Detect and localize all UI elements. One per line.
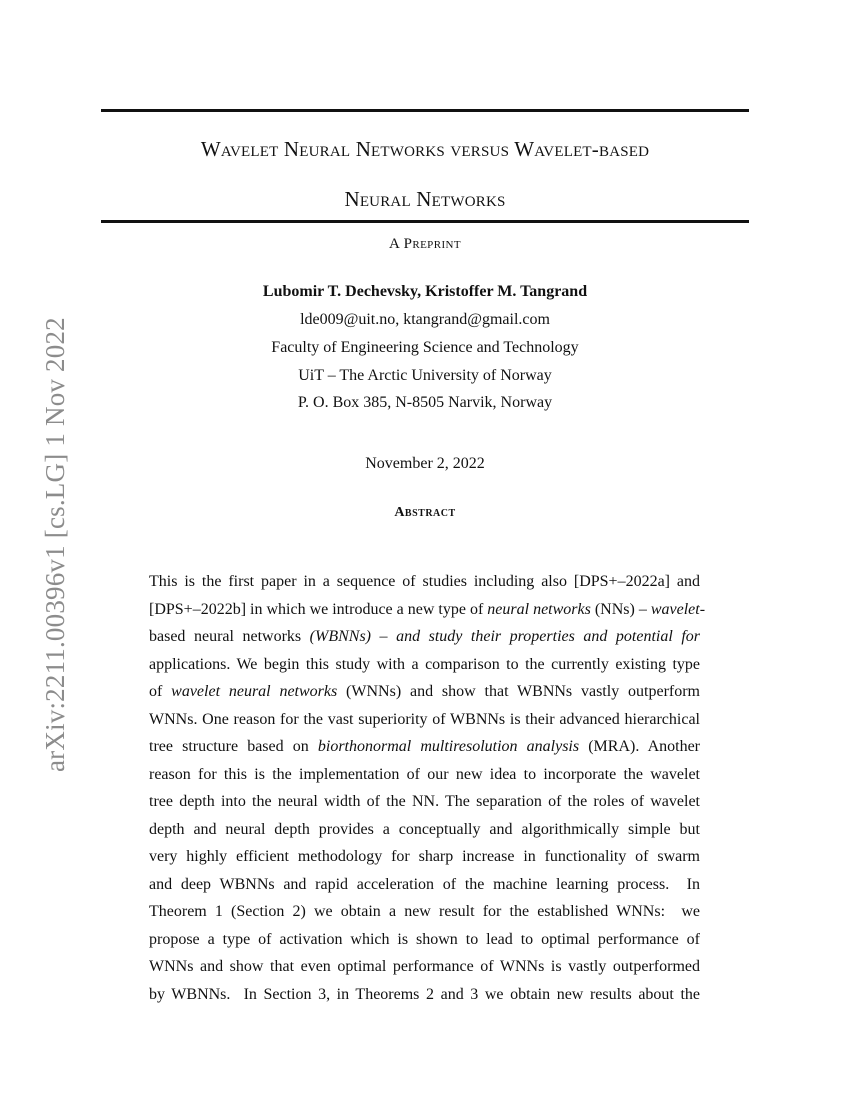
publication-date: November 2, 2022 [365, 455, 485, 472]
abstract-line [149, 871, 700, 899]
abstract-body [149, 568, 706, 1008]
abstract-text: (MRA). Another [579, 738, 700, 755]
abstract-line [149, 761, 700, 789]
abstract-text: tree structure based on [149, 738, 318, 755]
abstract-emphasis: biorthonormal multiresolution analysis [317, 738, 580, 755]
abstract-line [149, 706, 700, 734]
abstract-line [149, 981, 700, 1009]
abstract-text: reason for this is the implementation of our new idea to incorporate the wavelet [149, 765, 700, 783]
abstract-text: (WNNs) and show that WBNNs vastly outperform [337, 683, 701, 700]
abstract-line [149, 788, 700, 816]
abstract-line [149, 926, 700, 954]
abstract-line [149, 843, 700, 871]
abstract-text: (NNs) – [590, 600, 651, 618]
title-line-1: Wavelet Neural Networks versus Wavelet-based [200, 137, 650, 161]
abstract-text: and deep WBNNs and rapid acceleration of the machine learning process. In [149, 875, 700, 893]
author-names: Lubomir T. Dechevsky, Kristoffer M. Tangrand [262, 283, 588, 300]
abstract-line [149, 623, 700, 651]
abstract-text: based neural networks [149, 628, 302, 645]
abstract-text: depth and neural depth provides a conceptually and algorithmically simple but [149, 820, 700, 838]
abstract-heading: Abstract [394, 505, 456, 520]
affiliation-faculty: Faculty of Engineering Science and Technology [271, 339, 579, 356]
arxiv-identifier: arXiv:2211.00396v1 [cs.LG] 1 Nov 2022 [40, 317, 70, 772]
abstract-text: by WBNNs. In Section 3, in Theorems 2 and 3 we obtain new results about the [149, 985, 700, 1003]
abstract-text: WNNs. One reason for the vast superiority of WBNNs is their advanced hierarchical [149, 710, 700, 728]
abstract-text: applications. We begin this study with a comparison to the currently existing type [149, 655, 700, 673]
abstract-line [149, 953, 700, 981]
abstract-text: very highly efficient methodology for sharp increase in functionality of swarm [149, 848, 700, 865]
paper-title [101, 124, 749, 224]
affiliation-university: UiT – The Arctic University of Norway [298, 367, 552, 384]
abstract-text: Theorem 1 (Section 2) we obtain a new result for the established WNNs: we [149, 903, 700, 920]
abstract-text: [DPS+–2022b] in which we introduce a new type of [149, 600, 488, 618]
abstract-emphasis: neural networks [487, 600, 591, 618]
abstract-line [149, 733, 700, 761]
author-emails: lde009@uit.no, ktangrand@gmail.com [300, 311, 550, 328]
abstract-text: This is the first paper in a sequence of studies including also [DPS+–2022a] and [149, 573, 700, 590]
abstract-emphasis: (WBNNs) – and study their properties and potential for [301, 628, 701, 645]
abstract-line [149, 568, 700, 596]
abstract-line [149, 816, 700, 844]
abstract-line [149, 678, 700, 706]
title-top-rule [101, 109, 749, 112]
title-line-2: Neural Networks [344, 187, 506, 211]
title-bottom-rule [101, 220, 749, 223]
preprint-label: A Preprint [389, 236, 461, 252]
abstract-line [149, 898, 700, 926]
affiliation-address: P. O. Box 385, N-8505 Narvik, Norway [297, 394, 553, 411]
abstract-text: of [149, 683, 172, 700]
abstract-emphasis: wavelet neural networks [171, 683, 338, 700]
abstract-text: WNNs and show that even optimal performance of WNNs is vastly outperformed [149, 958, 700, 975]
abstract-emphasis: wavelet- [650, 600, 706, 618]
abstract-text: tree depth into the neural width of the NN. The separation of the roles of wavelet [149, 793, 700, 810]
abstract-text: propose a type of activation which is shown to lead to optimal performance of [149, 930, 700, 948]
abstract-line [149, 651, 700, 679]
abstract-line [149, 596, 706, 624]
